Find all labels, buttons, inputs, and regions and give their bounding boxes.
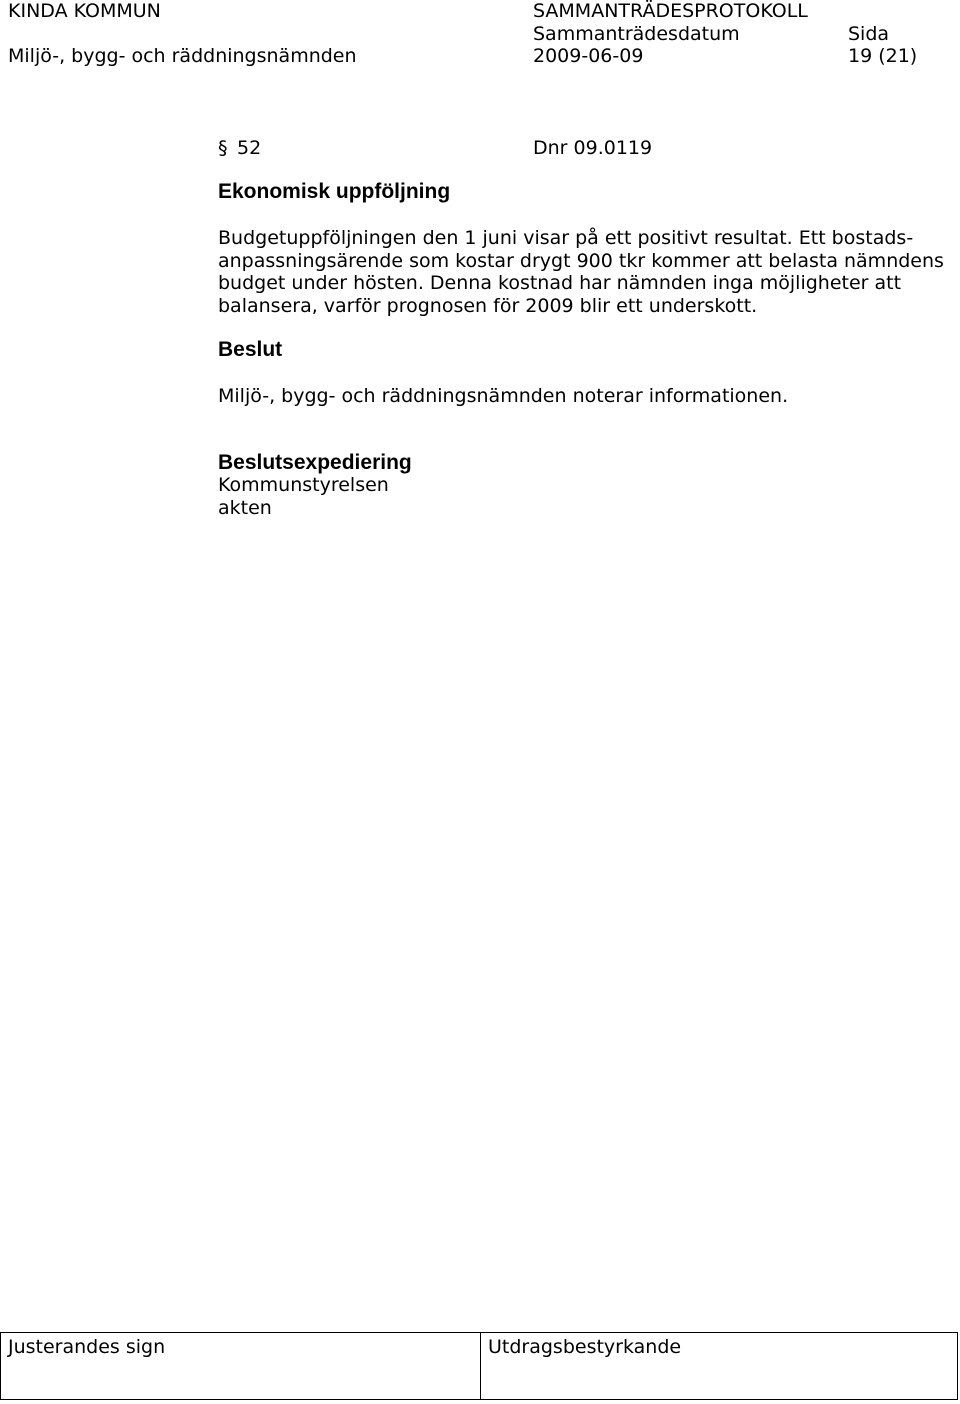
body-line: budget under hösten. Denna kostnad har nämnden inga möjligheter att bbox=[218, 272, 902, 295]
extract-certification-cell bbox=[481, 1333, 957, 1399]
document-type: SAMMANTRÄDESPROTOKOLL bbox=[533, 0, 808, 22]
extract-certification-label: Utdragsbestyrkande bbox=[488, 1336, 682, 1358]
decision-heading: Beslut bbox=[218, 338, 283, 361]
adjuster-signature-cell bbox=[1, 1333, 481, 1399]
decision-text: Miljö-, bygg- och räddningsnämnden noterar informationen. bbox=[218, 385, 789, 407]
paragraph-symbol: § bbox=[218, 137, 228, 159]
signature-footer bbox=[0, 1332, 958, 1400]
body-line: Budgetuppföljningen den 1 juni visar på ett positivt resultat. Ett bostads- bbox=[218, 227, 914, 249]
dispatch-heading: Beslutsexpediering bbox=[218, 451, 412, 474]
committee-name: Miljö-, bygg- och räddningsnämnden bbox=[8, 45, 357, 67]
meeting-date: 2009-06-09 bbox=[533, 45, 644, 67]
diary-number: Dnr 09.0119 bbox=[533, 137, 653, 159]
body-line: anpassningsärende som kostar drygt 900 tkr kommer att belasta nämndens bbox=[218, 249, 944, 272]
paragraph-number: 52 bbox=[237, 137, 262, 159]
section-heading: Ekonomisk uppföljning bbox=[218, 180, 451, 203]
page-number: 19 (21) bbox=[848, 45, 918, 67]
adjuster-signature-label: Justerandes sign bbox=[8, 1336, 166, 1358]
body-line: balansera, varför prognosen för 2009 blir ett underskott. bbox=[218, 294, 758, 317]
body-paragraph bbox=[218, 227, 948, 317]
org-name: KINDA KOMMUN bbox=[8, 0, 161, 22]
dispatch-recipient: akten bbox=[218, 497, 272, 519]
dispatch-recipient: Kommunstyrelsen bbox=[218, 474, 389, 496]
page-label: Sida bbox=[848, 23, 890, 45]
meeting-date-label: Sammanträdesdatum bbox=[533, 23, 740, 45]
